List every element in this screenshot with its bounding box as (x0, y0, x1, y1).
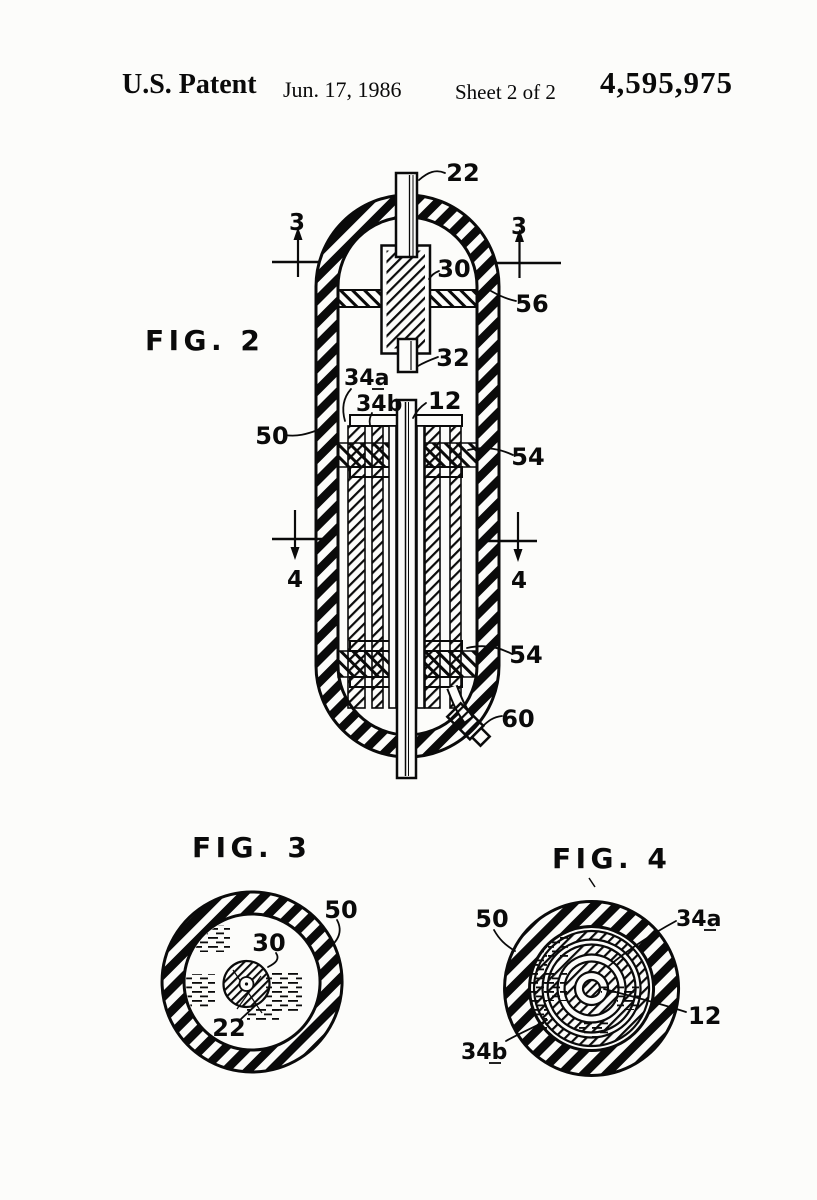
fig2-rod-32 (398, 339, 417, 372)
fig2-section-label-3-right: 3 (510, 214, 528, 240)
fig2-section-label-3-left: 3 (288, 210, 306, 236)
fig2-ref-12: 12 (428, 387, 462, 415)
fig2-bulkhead-left (338, 290, 382, 307)
fig4-ref-34a: 34a (676, 907, 722, 932)
fig2-ref-54-lower: 54 (509, 641, 543, 669)
fig4-ref-50: 50 (475, 905, 509, 933)
fig4-title: FIG. 4 (552, 842, 672, 875)
fig2-ref-54-upper: 54 (511, 443, 545, 471)
fig3-ref-22: 22 (212, 1014, 246, 1042)
fig2-ref-32: 32 (436, 344, 470, 372)
fig3-title: FIG. 3 (192, 831, 312, 864)
fig2-leader-50 (285, 430, 318, 436)
fig2-section-line-3-right (494, 229, 561, 278)
fig2-ref-34b: 34b (356, 392, 403, 417)
fig2-ref-30: 30 (437, 255, 471, 283)
fig2-leader-32 (418, 357, 438, 366)
fig2-rod-22 (396, 173, 417, 257)
patent-header-number: 4,595,975 (600, 65, 733, 100)
fig2-ref-34a: 34a (344, 366, 390, 391)
fig4-leader-50 (494, 930, 515, 951)
fig2-section-label-4-left: 4 (286, 567, 304, 593)
fig4-stray-tick (589, 878, 595, 887)
fig2-ref-50: 50 (255, 422, 289, 450)
fig2-leader-22 (419, 171, 445, 180)
fig2-drawing (145, 159, 561, 778)
patent-header-title: U.S. Patent (122, 69, 257, 100)
fig2-section-label-4-right: 4 (510, 568, 528, 594)
fig2-block-30-hatch (387, 251, 426, 349)
fig4-ref-12: 12 (688, 1002, 722, 1030)
fig3-drawing (162, 831, 358, 1072)
fig2-ref-60: 60 (501, 705, 535, 733)
patent-header-date: Jun. 17, 1986 (283, 77, 402, 102)
fig4-rod-12-section (583, 980, 600, 997)
patent-header-sheet: Sheet 2 of 2 (455, 80, 556, 104)
fig2-leader-60 (482, 716, 502, 727)
fig4-ref-34b: 34b (461, 1040, 508, 1065)
fig3-center-dot (245, 982, 248, 985)
fig2-ref-56: 56 (515, 290, 549, 318)
fig2-title: FIG. 2 (145, 324, 265, 357)
fig4-drawing (461, 842, 721, 1075)
fig2-rod-12 (397, 400, 416, 778)
fig2-bulkhead-right (430, 290, 477, 307)
fig2-ref-22: 22 (446, 159, 480, 187)
fig3-ref-30: 30 (252, 929, 286, 957)
fig3-ref-50: 50 (324, 896, 358, 924)
